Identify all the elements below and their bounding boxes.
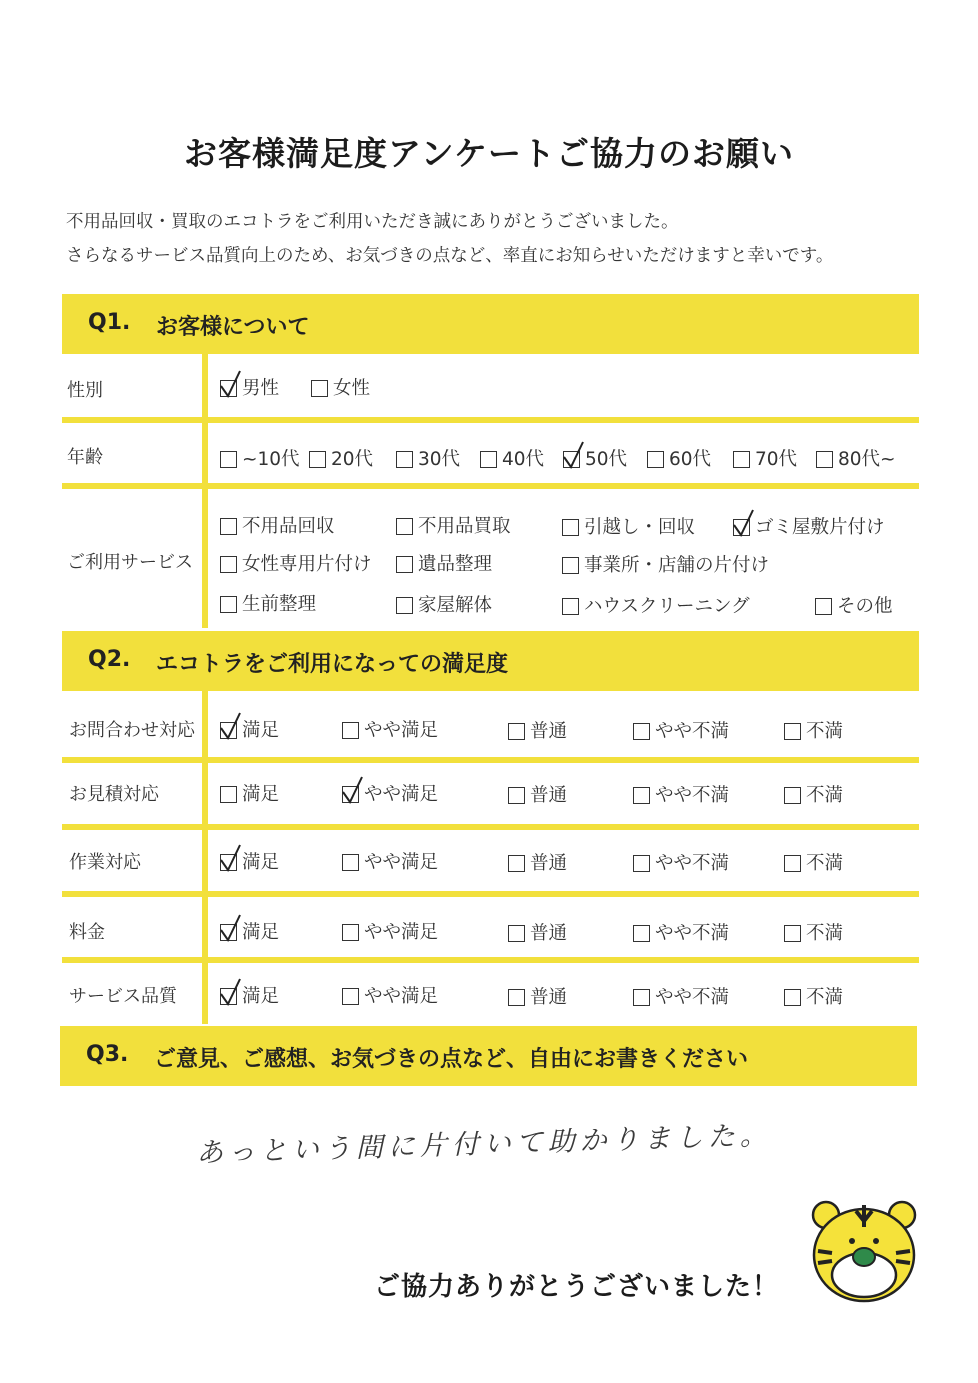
rating-option[interactable] <box>508 849 567 875</box>
age-option[interactable] <box>396 445 460 471</box>
checkbox-icon[interactable] <box>816 451 833 468</box>
option-label: 普通 <box>530 785 568 806</box>
option-label: 70代 <box>755 449 798 470</box>
checkbox-icon[interactable] <box>311 380 328 397</box>
rating-option[interactable] <box>342 716 438 742</box>
option-label: 不満 <box>806 785 844 806</box>
checkbox-icon[interactable] <box>342 722 359 739</box>
option-label: 遺品整理 <box>418 554 493 575</box>
thank-you-message: ご協力ありがとうございました！ <box>374 1272 780 1302</box>
checkbox-checked-icon[interactable] <box>220 988 237 1005</box>
checkbox-icon[interactable] <box>562 519 579 536</box>
option-label: 普通 <box>530 721 568 742</box>
option-label: やや満足 <box>364 986 439 1007</box>
q2-row-separator <box>62 957 919 963</box>
option-label: 満足 <box>242 784 280 805</box>
checkbox-icon[interactable] <box>784 989 801 1006</box>
checkbox-checked-icon[interactable] <box>220 854 237 871</box>
gender-option[interactable] <box>311 374 370 400</box>
rating-row-label: お見積対応 <box>69 784 159 805</box>
checkbox-icon[interactable] <box>396 597 413 614</box>
option-label: 事業所・店舗の片付け <box>584 555 770 576</box>
rating-option[interactable] <box>220 918 279 944</box>
intro-line-2: さらなるサービス品質向上のため、お気づきの点など、率直にお知らせいただけますと幸いです。 <box>66 246 834 266</box>
q2-number: Q2. <box>88 647 131 672</box>
option-label: 生前整理 <box>242 594 317 615</box>
service-option[interactable] <box>733 513 885 539</box>
rating-option[interactable] <box>633 781 729 807</box>
option-label: 不満 <box>806 987 844 1008</box>
rating-option[interactable] <box>508 919 567 945</box>
gender-option[interactable] <box>220 374 279 400</box>
rating-option[interactable] <box>784 919 843 945</box>
rating-option[interactable] <box>784 983 843 1009</box>
option-label: やや不満 <box>655 987 730 1008</box>
checkbox-icon[interactable] <box>508 925 525 942</box>
option-label: 女性専用片付け <box>242 554 372 575</box>
age-option[interactable] <box>563 445 627 471</box>
rating-option[interactable] <box>220 982 279 1008</box>
checkbox-icon[interactable] <box>480 451 497 468</box>
option-label: ハウスクリーニング <box>584 596 750 617</box>
checkbox-icon[interactable] <box>309 451 326 468</box>
checkbox-icon[interactable] <box>784 787 801 804</box>
option-label: 不満 <box>806 853 844 874</box>
checkbox-icon[interactable] <box>508 723 525 740</box>
checkbox-icon[interactable] <box>815 598 832 615</box>
option-label: その他 <box>837 596 893 617</box>
checkbox-icon[interactable] <box>220 596 237 613</box>
age-option[interactable] <box>480 445 544 471</box>
checkbox-icon[interactable] <box>633 723 650 740</box>
checkbox-checked-icon[interactable] <box>220 722 237 739</box>
checkbox-icon[interactable] <box>508 855 525 872</box>
checkbox-icon[interactable] <box>562 557 579 574</box>
service-option[interactable] <box>396 591 492 617</box>
option-label: ~10代 <box>242 449 300 470</box>
checkbox-icon[interactable] <box>508 787 525 804</box>
q1-column-divider <box>202 354 208 628</box>
option-label: 引越し・回収 <box>584 517 696 538</box>
q2-title: エコトラをご利用になっての満足度 <box>156 652 509 677</box>
rating-option[interactable] <box>633 983 729 1009</box>
checkbox-icon[interactable] <box>733 451 750 468</box>
age-option[interactable] <box>309 445 373 471</box>
option-label: 50代 <box>585 449 628 470</box>
rating-option[interactable] <box>220 780 279 806</box>
option-label: 30代 <box>418 449 461 470</box>
checkbox-icon[interactable] <box>784 855 801 872</box>
option-label: 満足 <box>242 922 280 943</box>
rating-row-label: 料金 <box>69 922 105 943</box>
checkbox-icon[interactable] <box>508 989 525 1006</box>
rating-row-label: 作業対応 <box>69 852 141 873</box>
option-label: やや不満 <box>655 785 730 806</box>
option-label: 普通 <box>530 923 568 944</box>
rating-option[interactable] <box>784 849 843 875</box>
rating-row-label: サービス品質 <box>69 986 177 1007</box>
option-label: やや満足 <box>364 852 439 873</box>
option-label: 20代 <box>331 449 374 470</box>
service-option[interactable] <box>562 513 695 539</box>
rating-option[interactable] <box>508 717 567 743</box>
option-label: 満足 <box>242 986 280 1007</box>
checkbox-icon[interactable] <box>220 556 237 573</box>
option-label: 満足 <box>242 720 280 741</box>
age-option[interactable] <box>816 445 896 471</box>
q2-row-separator <box>62 824 919 830</box>
checkbox-icon[interactable] <box>633 787 650 804</box>
checkbox-icon[interactable] <box>396 451 413 468</box>
option-label: 40代 <box>502 449 545 470</box>
option-label: やや不満 <box>655 923 730 944</box>
rating-option[interactable] <box>220 716 279 742</box>
q1-row-separator <box>62 483 919 489</box>
option-label: 不用品買取 <box>418 516 511 537</box>
service-option[interactable] <box>220 550 372 576</box>
checkbox-icon[interactable] <box>647 451 664 468</box>
q2-column-divider <box>202 691 208 1024</box>
option-label: 不満 <box>806 721 844 742</box>
rating-option[interactable] <box>508 983 567 1009</box>
q2-row-separator <box>62 891 919 897</box>
q1-number: Q1. <box>88 310 131 335</box>
rating-option[interactable] <box>784 781 843 807</box>
option-label: やや満足 <box>364 784 439 805</box>
service-option[interactable] <box>815 592 893 618</box>
q2-row-separator <box>62 757 919 763</box>
option-label: やや満足 <box>364 720 439 741</box>
age-option[interactable] <box>647 445 711 471</box>
service-option[interactable] <box>220 590 316 616</box>
option-label: やや不満 <box>655 853 730 874</box>
checkbox-checked-icon[interactable] <box>220 924 237 941</box>
option-label: 普通 <box>530 987 568 1008</box>
age-option[interactable] <box>220 445 300 471</box>
option-label: 女性 <box>333 378 371 399</box>
q3-number: Q3. <box>86 1042 129 1067</box>
services-label: ご利用サービス <box>67 552 193 573</box>
rating-option[interactable] <box>633 717 729 743</box>
q1-header <box>62 294 919 354</box>
service-option[interactable] <box>562 551 769 577</box>
rating-row-label: お問合わせ対応 <box>69 720 195 741</box>
option-label: やや不満 <box>655 721 730 742</box>
option-label: ゴミ屋敷片付け <box>755 517 885 538</box>
rating-option[interactable] <box>508 781 567 807</box>
option-label: 家屋解体 <box>418 595 493 616</box>
checkbox-icon[interactable] <box>633 925 650 942</box>
checkbox-icon[interactable] <box>220 451 237 468</box>
checkbox-icon[interactable] <box>396 556 413 573</box>
free-comment-answer: あっという間に片付いて助かりました。 <box>195 1119 773 1170</box>
checkbox-icon[interactable] <box>220 786 237 803</box>
checkbox-icon[interactable] <box>342 854 359 871</box>
checkbox-icon[interactable] <box>342 924 359 941</box>
option-label: 満足 <box>242 852 280 873</box>
rating-option[interactable] <box>342 982 438 1008</box>
tiger-mascot-icon <box>808 1193 920 1305</box>
option-label: やや満足 <box>364 922 439 943</box>
option-label: 不満 <box>806 923 844 944</box>
rating-option[interactable] <box>342 918 438 944</box>
gender-label: 性別 <box>67 380 103 401</box>
q3-header <box>60 1026 917 1086</box>
option-label: 80代~ <box>838 449 896 470</box>
checkbox-checked-icon[interactable] <box>220 380 237 397</box>
checkbox-icon[interactable] <box>396 518 413 535</box>
survey-title: お客様満足度アンケートご協力のお願い <box>183 134 795 173</box>
q1-row-separator <box>62 417 919 423</box>
option-label: 不用品回収 <box>242 516 335 537</box>
checkbox-icon[interactable] <box>220 518 237 535</box>
rating-option[interactable] <box>342 780 438 806</box>
checkbox-icon[interactable] <box>562 598 579 615</box>
q1-title: お客様について <box>156 315 310 340</box>
option-label: 普通 <box>530 853 568 874</box>
rating-option[interactable] <box>220 848 279 874</box>
checkbox-checked-icon[interactable] <box>733 519 750 536</box>
option-label: 60代 <box>669 449 712 470</box>
rating-option[interactable] <box>342 848 438 874</box>
service-option[interactable] <box>220 512 335 538</box>
checkbox-icon[interactable] <box>633 989 650 1006</box>
service-option[interactable] <box>396 512 511 538</box>
checkbox-icon[interactable] <box>784 925 801 942</box>
service-option[interactable] <box>396 550 492 576</box>
checkbox-checked-icon[interactable] <box>563 451 580 468</box>
age-label: 年齢 <box>67 447 103 468</box>
q2-header <box>62 631 919 691</box>
rating-option[interactable] <box>633 919 729 945</box>
age-option[interactable] <box>733 445 797 471</box>
checkbox-icon[interactable] <box>784 723 801 740</box>
q3-title: ご意見、ご感想、お気づきの点など、自由にお書きください <box>154 1047 749 1072</box>
service-option[interactable] <box>562 592 750 618</box>
option-label: 男性 <box>242 378 280 399</box>
intro-line-1: 不用品回収・買取のエコトラをご利用いただき誠にありがとうございました。 <box>66 212 679 232</box>
checkbox-checked-icon[interactable] <box>342 786 359 803</box>
rating-option[interactable] <box>784 717 843 743</box>
rating-option[interactable] <box>633 849 729 875</box>
checkbox-icon[interactable] <box>342 988 359 1005</box>
checkbox-icon[interactable] <box>633 855 650 872</box>
